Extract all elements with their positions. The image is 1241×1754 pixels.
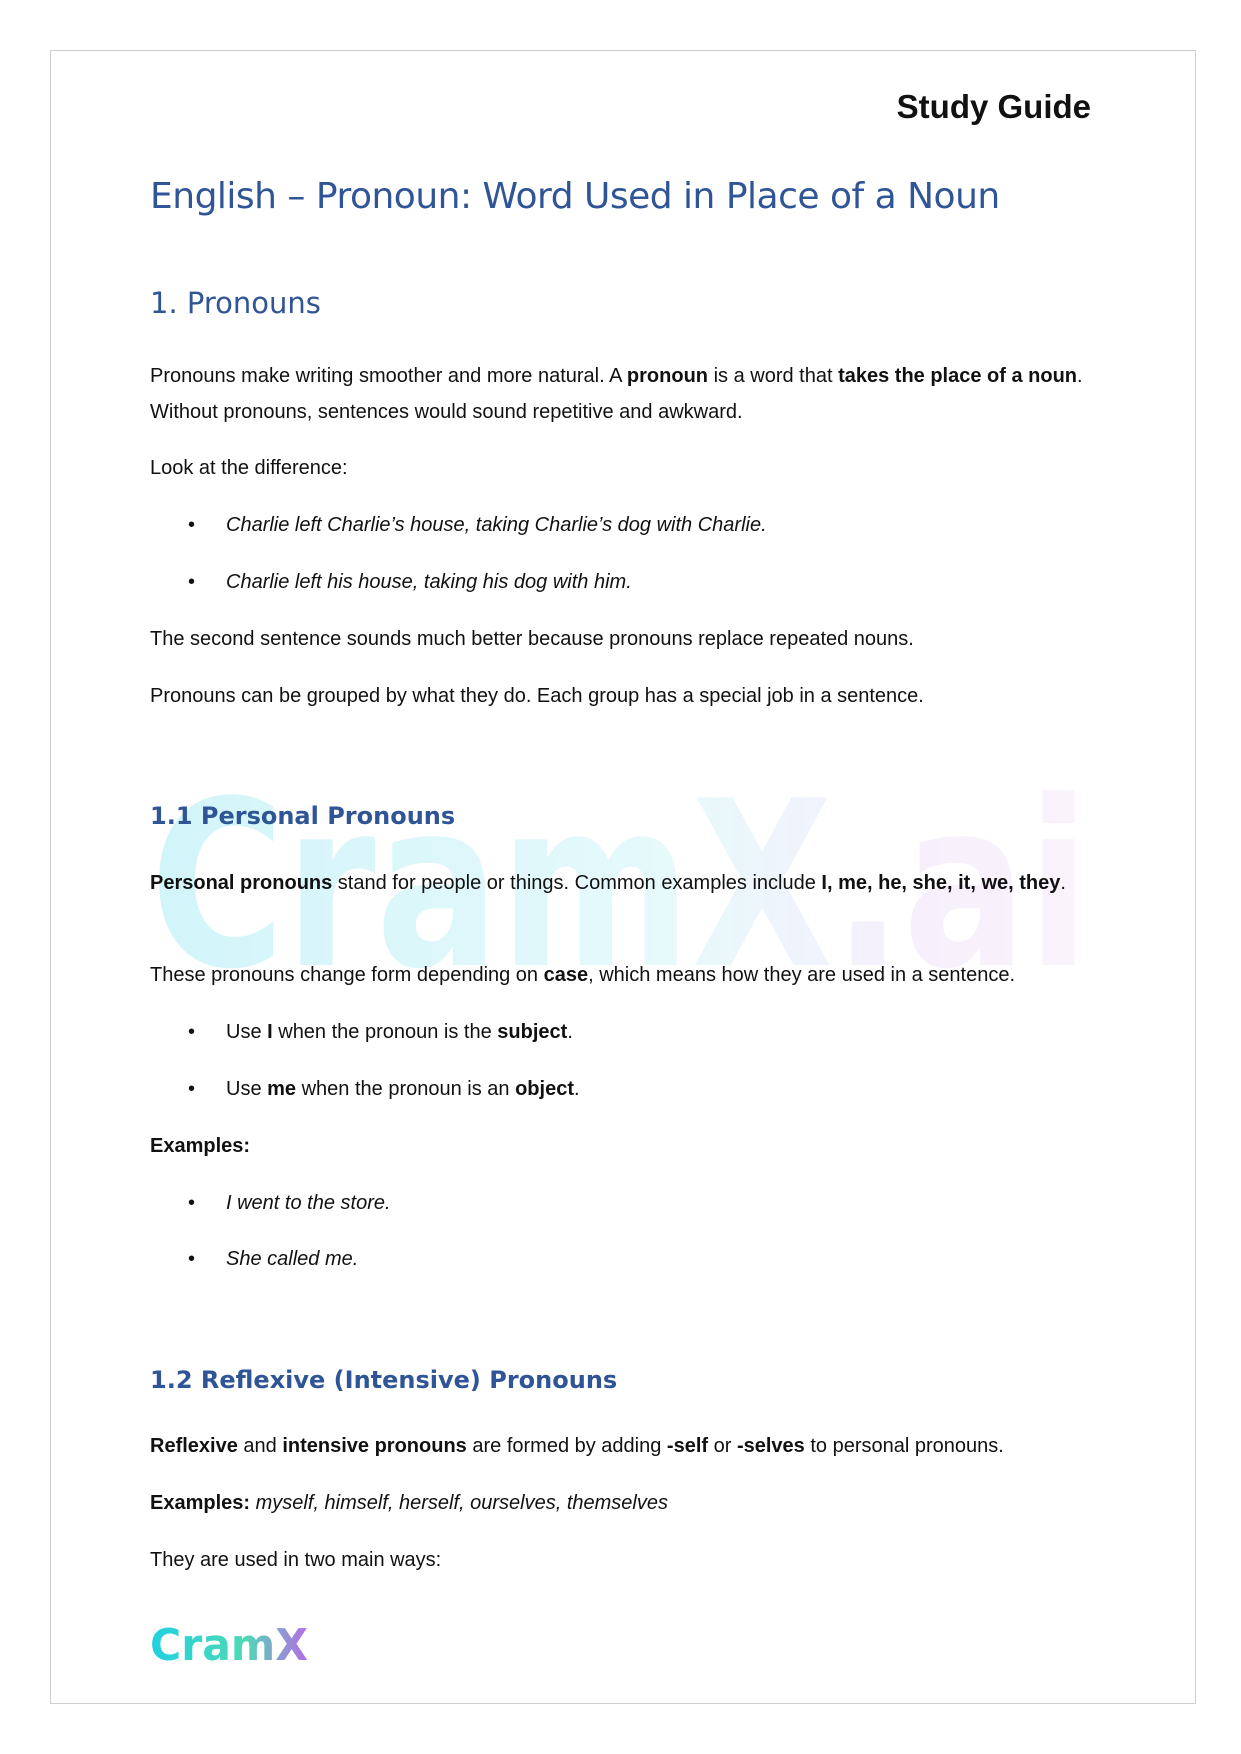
look-text: Look at the difference: [150, 457, 348, 479]
second-sentence-text: The second sentence sounds much better because pronouns replace repeated nouns. [150, 628, 914, 650]
bullet-icon: • [188, 571, 196, 593]
cramx-logo [150, 1615, 310, 1671]
bullet-icon: • [188, 1192, 196, 1214]
section-heading-pronouns: 1. Pronouns [150, 286, 321, 320]
bullet-icon: • [188, 1078, 196, 1100]
bullet-icon: • [188, 1248, 196, 1270]
section-heading-reflexive: 1.2 Reflexive (Intensive) Pronouns [150, 1366, 618, 1394]
list-item: • I went to the store. [150, 1185, 391, 1221]
list-item: • She called me. [150, 1241, 358, 1277]
section-heading-personal: 1.1 Personal Pronouns [150, 802, 456, 830]
two-ways-text: They are used in two main ways: [150, 1549, 442, 1571]
personal-pronouns-text: Personal pronouns stand for people or things. Common examples include I, me, he, she, it, we, they. [150, 872, 1066, 894]
reflexive-examples: Examples: myself, himself, herself, ourselves, themselves [150, 1492, 668, 1514]
list-item: • Use me when the pronoun is an object. [150, 1071, 580, 1107]
pronouns-intro: Pronouns make writing smoother and more natural. A pronoun is a word that takes the place of a noun. Without pronouns, sentences would sound repetitive and awkward. [150, 365, 1083, 423]
list-item: • Use I when the pronoun is the subject. [150, 1014, 573, 1050]
study-guide-header: Study Guide [896, 88, 1091, 125]
list-item: • Charlie left Charlie’s house, taking Charlie’s dog with Charlie. [150, 507, 767, 543]
logo-text: CramX [150, 1620, 309, 1671]
bullet-icon: • [188, 1021, 196, 1043]
list-item: • Charlie left his house, taking his dog with him. [150, 564, 632, 600]
watermark-text: CramX.ai [150, 760, 1090, 1000]
document-title: English – Pronoun: Word Used in Place of a Noun [150, 176, 1000, 217]
case-text: These pronouns change form depending on case, which means how they are used in a sentence. [150, 964, 1016, 986]
grouped-text: Pronouns can be grouped by what they do. Each group has a special job in a sentence. [150, 685, 924, 707]
examples-label: Examples: [150, 1135, 251, 1157]
bullet-icon: • [188, 514, 196, 536]
reflexive-text: Reflexive and intensive pronouns are formed by adding -self or -selves to personal pronouns. [150, 1435, 1004, 1457]
